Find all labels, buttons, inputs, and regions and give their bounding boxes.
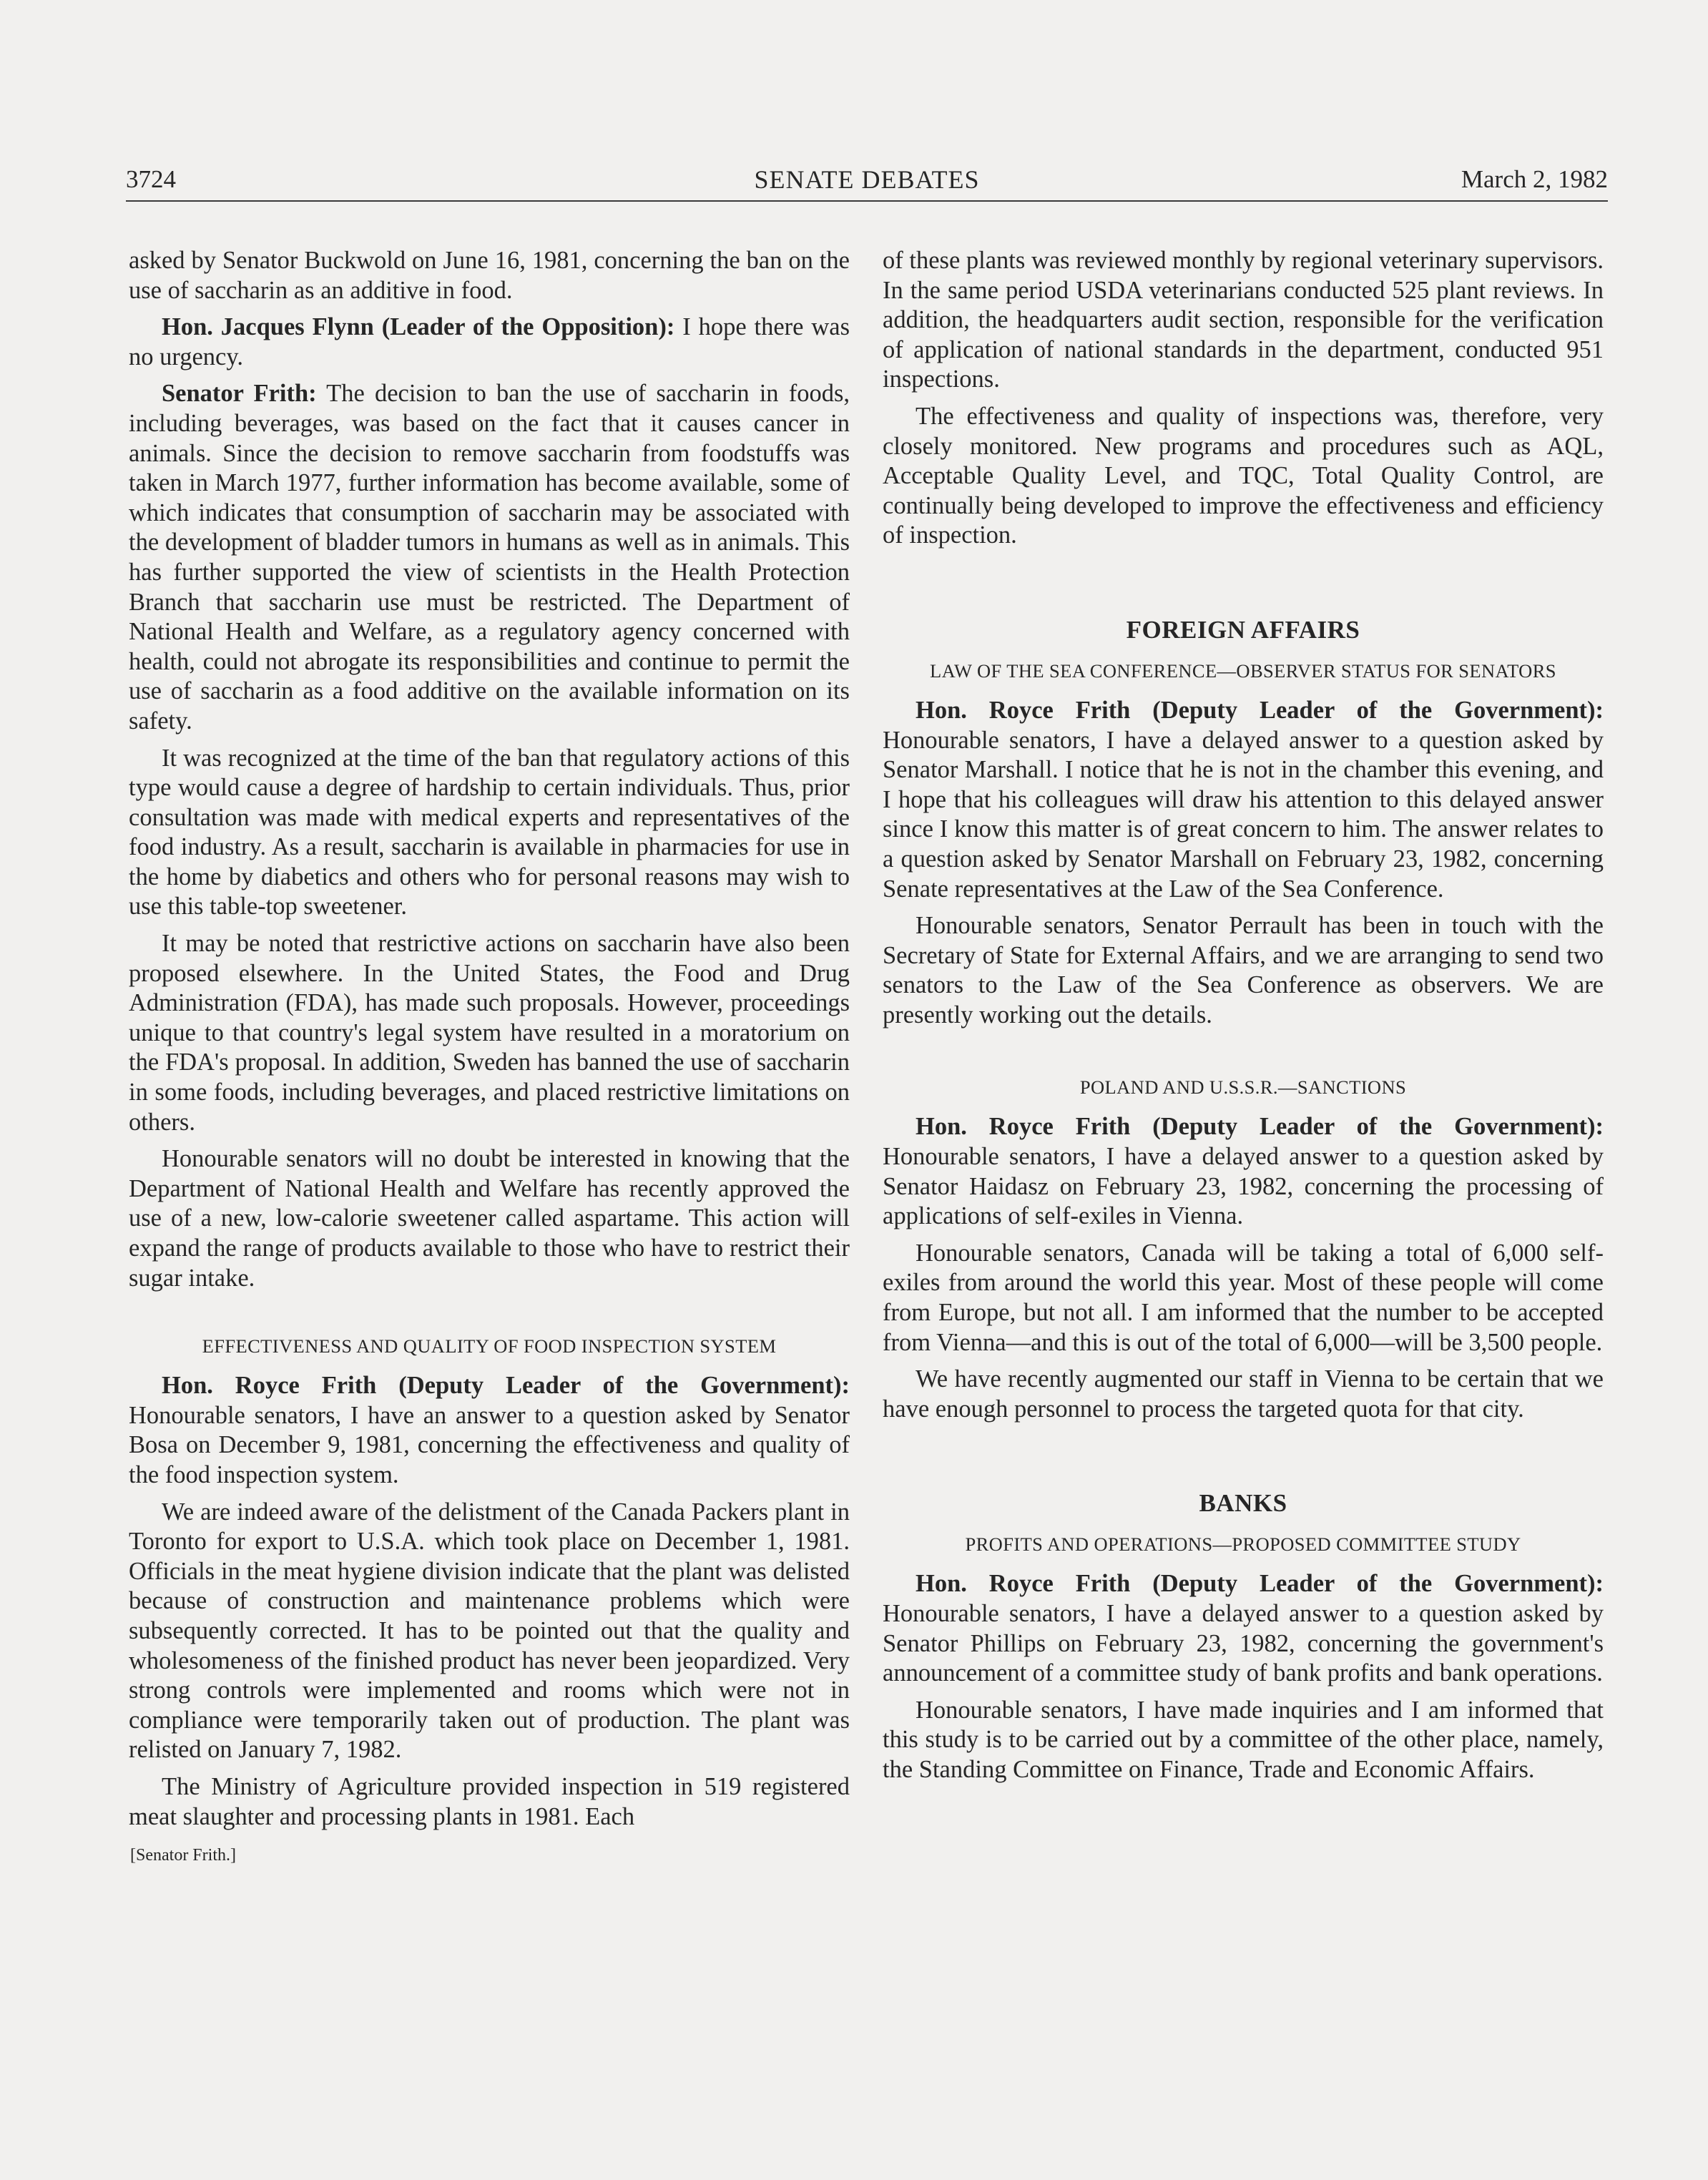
- paragraph: Honourable senators, Senator Perrault has been in touch with the Secretary of State for External Affairs, and we are arranging to send two senators to the Law of the Sea Conference as observers. We are presently working out the details.: [883, 912, 1604, 1028]
- subsection-heading: LAW OF THE SEA CONFERENCE—OBSERVER STATUS FOR SENATORS: [930, 659, 1556, 682]
- paragraph: Honourable senators, Canada will be taking a total of 6,000 self-exiles from around the world this year. Most of these people will come from Europe, but not all. I am informed that the number to be accepted from Vienna—and this is out of the total of 6,000—will be 3,500 people.: [883, 1239, 1604, 1356]
- speech-text: Honourable senators, I have a delayed answer to a question asked by Senator Marshall. I notice that he is not in the chamber this evening, and I hope that his colleagues will draw his attention to this delayed answer since I know this matter is of great concern to him. The answer relates to a question asked by Senator Marshall on February 23, 1982, concerning Senate representatives at the Law of the Sea Conference.: [883, 726, 1604, 903]
- right-column: [883, 246, 1604, 1792]
- section-heading: BANKS: [1199, 1489, 1287, 1518]
- paragraph: [129, 313, 850, 372]
- speaker-footnote: [Senator Frith.]: [130, 1846, 236, 1865]
- left-column: [129, 246, 850, 1866]
- speech-text: Honourable senators, I have a delayed answer to a question asked by Senator Phillips on February 23, 1982, concerning the government's announcement of a committee study of bank profits and bank operations.: [883, 1600, 1604, 1687]
- speaker-name: Senator Frith:: [162, 380, 317, 408]
- paragraph: [129, 379, 850, 736]
- subsection-heading: POLAND AND U.S.S.R.—SANCTIONS: [1079, 1076, 1407, 1099]
- paragraph: [883, 1569, 1604, 1688]
- paragraph: The effectiveness and quality of inspections was, therefore, very closely monitored. New programs and procedures such as AQL, Acceptable Quality Level, and TQC, Total Quality Control, are continually being developed to improve the effectiveness and efficiency of inspection.: [883, 402, 1604, 549]
- paragraph: Honourable senators, I have made inquiries and I am informed that this study is to be carried out by a committee of the other place, namely, the Standing Committee on Finance, Trade and Economic Affairs.: [883, 1696, 1604, 1783]
- speaker-name: Hon. Royce Frith (Deputy Leader of the Government):: [916, 696, 1604, 724]
- publication-title: SENATE DEBATES: [754, 165, 980, 194]
- speaker-name: Hon. Jacques Flynn (Leader of the Opposition):: [162, 313, 675, 341]
- speech-text: I hope there was no urgency.: [129, 313, 850, 370]
- paragraph: asked by Senator Buckwold on June 16, 1981, concerning the ban on the use of saccharin as an additive in food.: [129, 247, 850, 304]
- paragraph: We are indeed aware of the delistment of the Canada Packers plant in Toronto for export to U.S.A. which took place on December 1, 1981. Officials in the meat hygiene division indicate that the plant was delisted because of construction and maintenance problems which were subsequently corrected. It has to be pointed out that the quality and wholesomeness of the finished product has never been jeopardized. Very strong controls were implemented and rooms which were not in compliance were temporarily taken out of production. The plant was relisted on January 7, 1982.: [129, 1498, 850, 1764]
- paragraph: The Ministry of Agriculture provided inspection in 519 registered meat slaughter and processing plants in 1981. Each: [129, 1772, 850, 1830]
- section-heading: FOREIGN AFFAIRS: [1126, 615, 1360, 644]
- speech-text: Honourable senators, I have a delayed answer to a question asked by Senator Haidasz on February 23, 1982, concerning the processing of applications of self-exiles in Vienna.: [883, 1143, 1604, 1230]
- paragraph: We have recently augmented our staff in Vienna to be certain that we have enough personnel to process the targeted quota for that city.: [883, 1365, 1604, 1423]
- paragraph: [883, 1112, 1604, 1231]
- page-number: 3724: [126, 165, 176, 193]
- speaker-name: Hon. Royce Frith (Deputy Leader of the Government):: [916, 1570, 1604, 1598]
- running-header: [126, 159, 1608, 202]
- subsection-heading: PROFITS AND OPERATIONS—PROPOSED COMMITTEE STUDY: [965, 1533, 1521, 1556]
- paragraph: Honourable senators will no doubt be interested in knowing that the Department of National Health and Welfare has recently approved the use of a new, low-calorie sweetener called aspartame. This action will expand the range of products available to those who have to restrict their sugar intake.: [129, 1145, 850, 1292]
- speech-text: Honourable senators, I have an answer to a question asked by Senator Bosa on December 9, 1981, concerning the effectiveness and quality of the food inspection system.: [129, 1401, 850, 1488]
- speaker-name: Hon. Royce Frith (Deputy Leader of the Government):: [916, 1113, 1604, 1141]
- speaker-name: Hon. Royce Frith (Deputy Leader of the Government):: [162, 1372, 850, 1400]
- paragraph: It was recognized at the time of the ban that regulatory actions of this type would cause a degree of hardship to certain individuals. Thus, prior consultation was made with medical experts and representatives of the food industry. As a result, saccharin is available in pharmacies for use in the home by diabetics and others who for personal reasons may wish to use this table-top sweetener.: [129, 744, 850, 920]
- paragraph: of these plants was reviewed monthly by regional veterinary supervisors. In the same period USDA veterinarians conducted 525 plant reviews. In addition, the headquarters audit section, responsible for the verification of application of national standards in the department, conducted 951 inspections.: [883, 247, 1604, 393]
- paragraph: It may be noted that restrictive actions on saccharin have also been proposed elsewhere. In the United States, the Food and Drug Administration (FDA), has made such proposals. However, proceedings unique to that country's legal system have resulted in a moratorium on the FDA's proposal. In addition, Sweden has banned the use of saccharin in some foods, including beverages, and placed restrictive limitations on others.: [129, 930, 850, 1136]
- subsection-heading: EFFECTIVENESS AND QUALITY OF FOOD INSPECTION SYSTEM: [202, 1335, 777, 1357]
- issue-date: March 2, 1982: [1461, 165, 1608, 193]
- paragraph: [129, 1371, 850, 1490]
- speech-text: The decision to ban the use of saccharin in foods, including beverages, was based on the fact that it causes cancer in animals. Since the decision to remove saccharin from foodstuffs was taken in March 1977, further information has become available, some of which indicates that consumption of saccharin may be associated with the development of bladder tumors in humans as well as in animals. This has further supported the view of scientists in the Health Protection Branch that saccharin use must be restricted. The Department of National Health and Welfare, as a regulatory agency concerned with health, could not abrogate its responsibilities and continue to permit the use of saccharin as a food additive on the available information on its safety.: [129, 380, 850, 735]
- paragraph: [883, 696, 1604, 904]
